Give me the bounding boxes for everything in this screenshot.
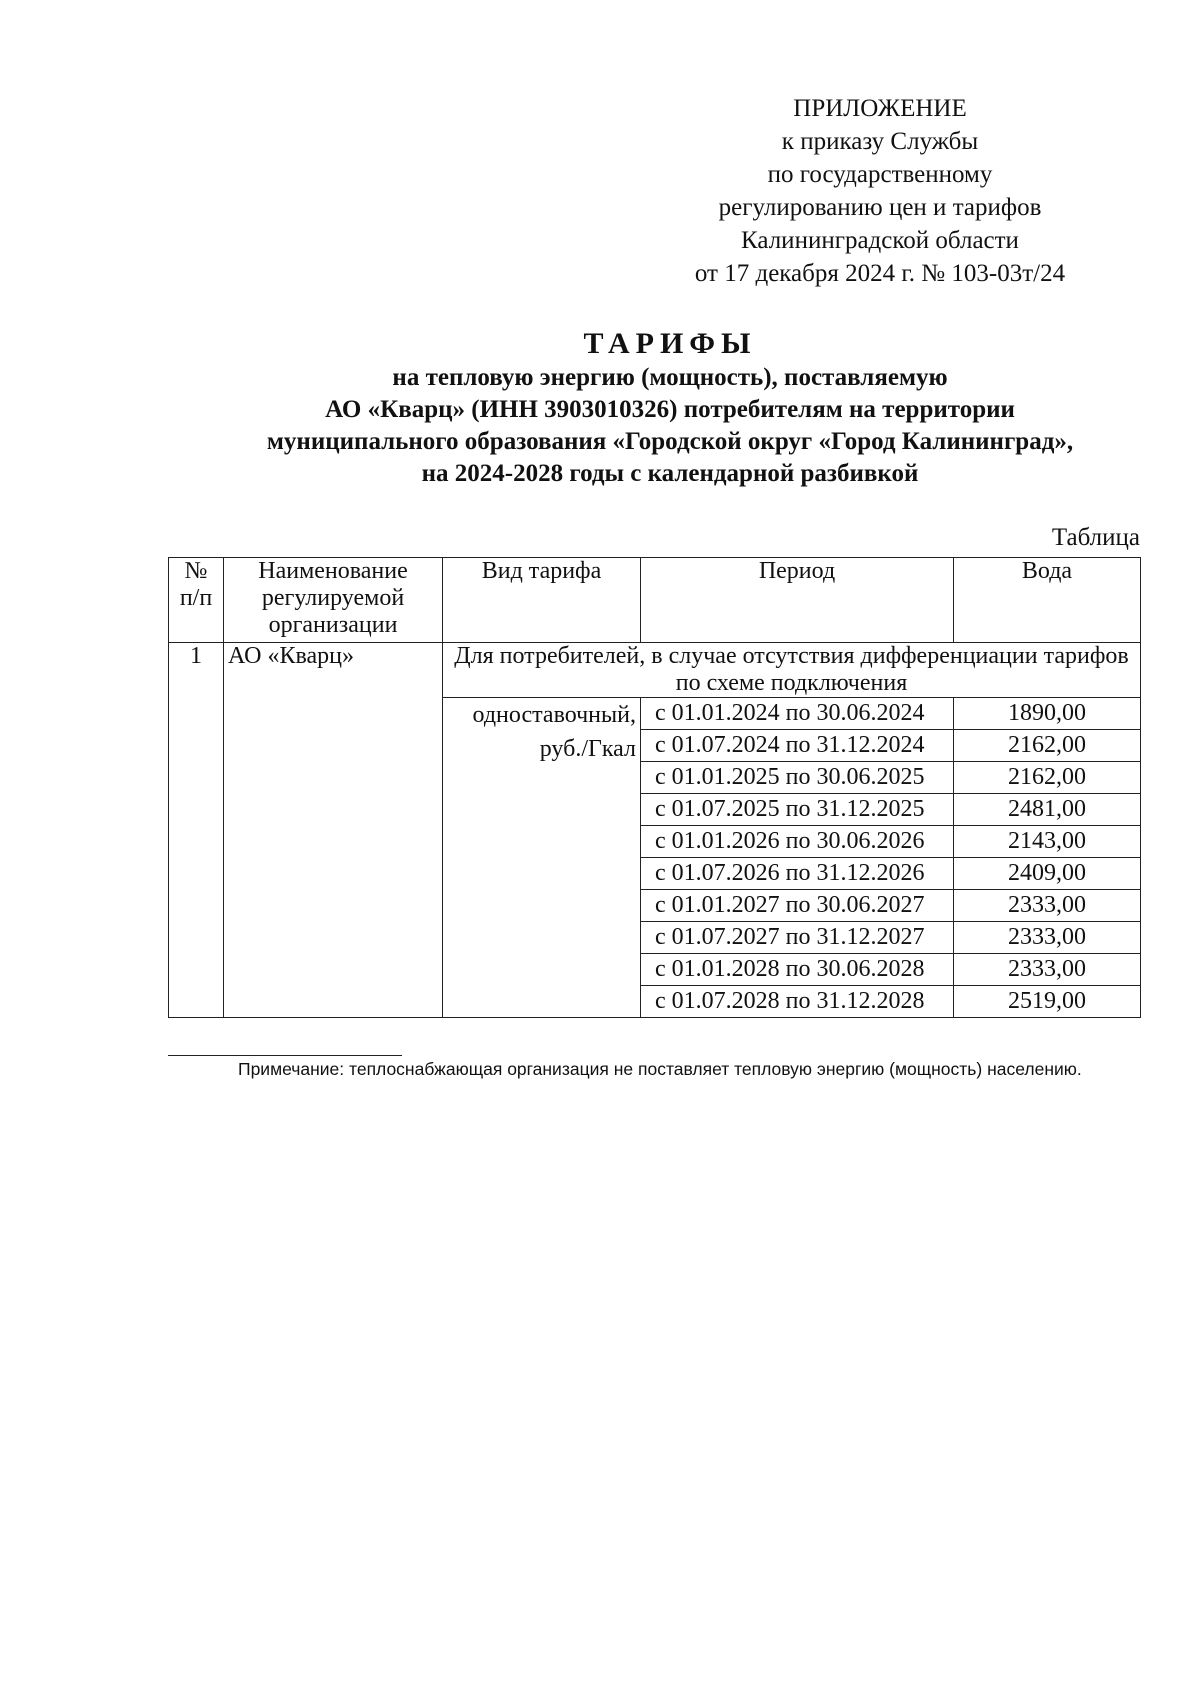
title-line: на тепловую энергию (мощность), поставляемую bbox=[392, 364, 948, 391]
header-org: Наименование регулируемой организации bbox=[224, 558, 443, 643]
water-tariff-cell: 2519,00 bbox=[954, 986, 1141, 1018]
title-line: муниципального образования «Городской округ «Город Калининград», bbox=[266, 428, 1074, 455]
period-cell: с 01.07.2025 по 31.12.2025 bbox=[641, 794, 954, 826]
water-tariff-cell: 2143,00 bbox=[954, 826, 1141, 858]
water-tariff-cell: 2162,00 bbox=[954, 730, 1141, 762]
period-cell: с 01.07.2024 по 31.12.2024 bbox=[641, 730, 954, 762]
period-cell: с 01.01.2026 по 30.06.2026 bbox=[641, 826, 954, 858]
tariff-type: одноставочный, руб./Гкал bbox=[443, 698, 641, 1018]
header-num: № п/п bbox=[169, 558, 224, 643]
period-cell: с 01.07.2026 по 31.12.2026 bbox=[641, 858, 954, 890]
appendix-order-date: от 17 декабря 2024 г. № 103-03т/24 bbox=[694, 260, 1066, 287]
water-tariff-cell: 2481,00 bbox=[954, 794, 1141, 826]
period-cell: с 01.01.2027 по 30.06.2027 bbox=[641, 890, 954, 922]
water-tariff-cell: 1890,00 bbox=[954, 698, 1141, 730]
period-cell: с 01.01.2024 по 30.06.2024 bbox=[641, 698, 954, 730]
appendix-line: регулированию цен и тарифов bbox=[718, 194, 1042, 221]
document-title bbox=[130, 326, 1200, 490]
water-tariff-cell: 2409,00 bbox=[954, 858, 1141, 890]
period-cell: с 01.01.2025 по 30.06.2025 bbox=[641, 762, 954, 794]
row-number: 1 bbox=[169, 643, 224, 1018]
period-cell: с 01.07.2028 по 31.12.2028 bbox=[641, 986, 954, 1018]
title-line: АО «Кварц» (ИНН 3903010326) потребителям на территории bbox=[325, 396, 1015, 423]
water-tariff-cell: 2333,00 bbox=[954, 922, 1141, 954]
title-line: на 2024-2028 годы с календарной разбивкой bbox=[421, 460, 919, 487]
water-tariff-cell: 2162,00 bbox=[954, 762, 1141, 794]
period-cell: с 01.01.2028 по 30.06.2028 bbox=[641, 954, 954, 986]
header-period: Период bbox=[641, 558, 954, 643]
period-cell: с 01.07.2027 по 31.12.2027 bbox=[641, 922, 954, 954]
org-name: АО «Кварц» bbox=[224, 643, 443, 1018]
table-header-row bbox=[169, 558, 1141, 643]
group-note: Для потребителей, в случае отсутствия дифференциации тарифов по схеме подключения bbox=[443, 643, 1141, 698]
header-water: Вода bbox=[954, 558, 1141, 643]
footnote-divider bbox=[168, 1055, 402, 1056]
appendix-line: по государственному bbox=[767, 161, 993, 188]
tariffs-table bbox=[168, 557, 1141, 1018]
appendix-line: к приказу Службы bbox=[781, 128, 979, 155]
table-caption: Таблица bbox=[1051, 524, 1140, 551]
header-type: Вид тарифа bbox=[443, 558, 641, 643]
footnote: Примечание: теплоснабжающая организация не поставляет тепловую энергию (мощность) населению. bbox=[238, 1059, 1082, 1079]
table-row bbox=[169, 643, 1141, 698]
water-tariff-cell: 2333,00 bbox=[954, 954, 1141, 986]
water-tariff-cell: 2333,00 bbox=[954, 890, 1141, 922]
appendix-line: Калининградской области bbox=[741, 227, 1019, 254]
appendix-heading: ПРИЛОЖЕНИЕ bbox=[793, 95, 967, 122]
title-main: ТАРИФЫ bbox=[583, 327, 757, 360]
appendix-block bbox=[640, 92, 1120, 290]
